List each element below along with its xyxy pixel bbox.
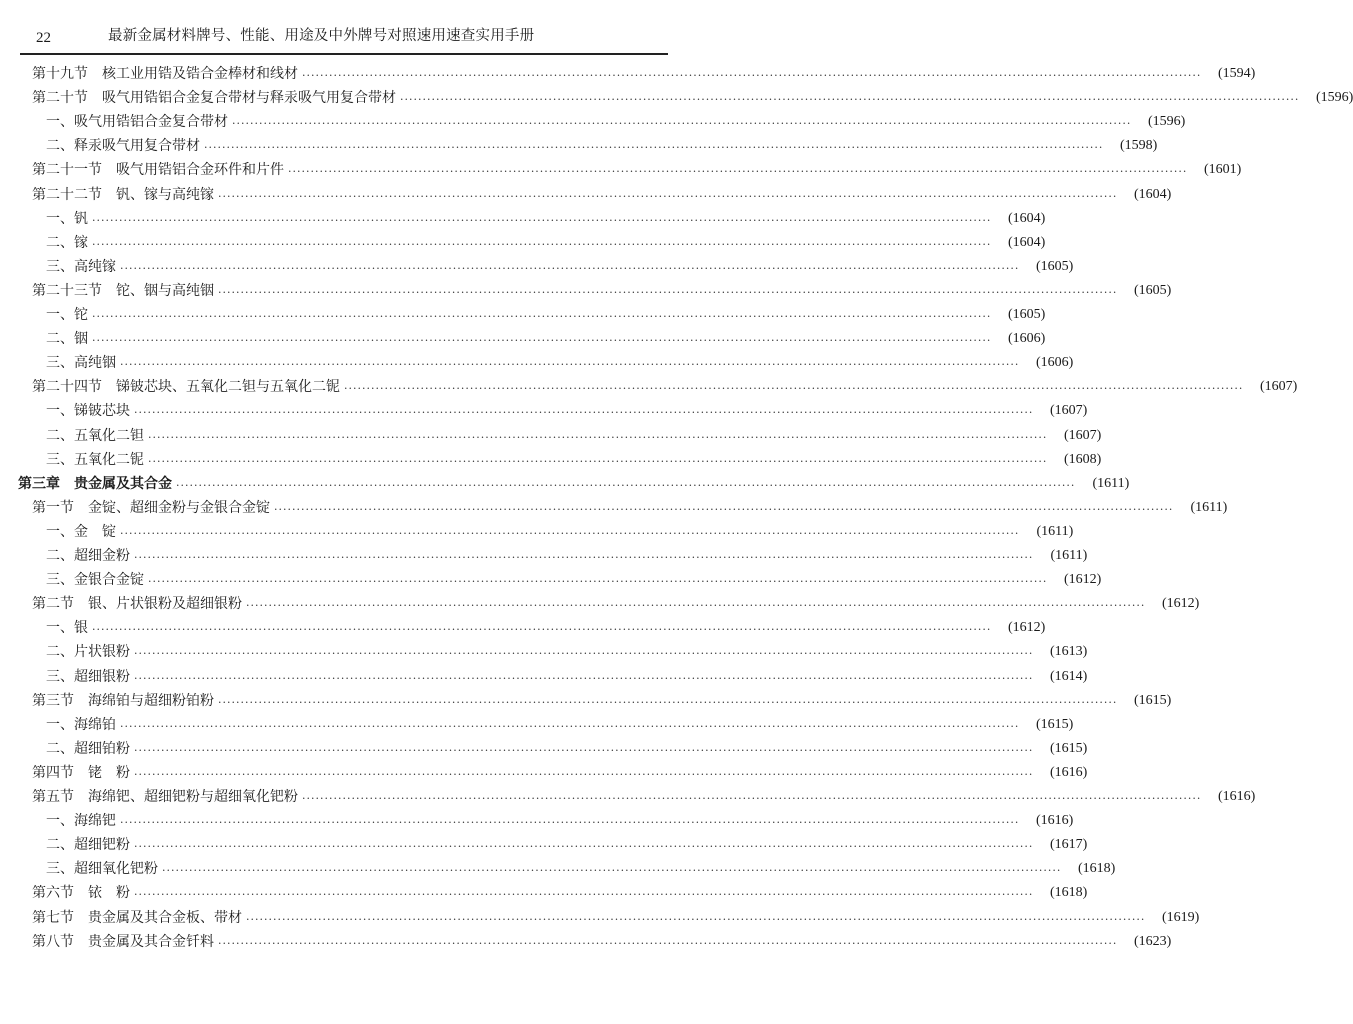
toc-entry-label: 二、超细铂粉 bbox=[46, 740, 130, 757]
toc-section-row bbox=[32, 594, 1200, 614]
dot-leader: ········································································································································································································ bbox=[134, 888, 1034, 902]
dot-leader: ········································································································································································································ bbox=[120, 719, 1020, 733]
toc-item-row bbox=[46, 618, 1046, 638]
page-number: 22 bbox=[36, 30, 51, 46]
toc-entry-label: 第二十节 吸气用锆铝合金复合带材与释汞吸气用复合带材 bbox=[32, 90, 396, 107]
dot-leader: ········································································································································································································ bbox=[400, 93, 1300, 107]
toc-item-row bbox=[46, 546, 1088, 566]
toc-page-number: (1605) bbox=[1008, 307, 1046, 322]
dot-leader: ········································································································································································································ bbox=[148, 454, 1048, 468]
toc-entry-label: 三、金银合金锭 bbox=[46, 572, 144, 589]
toc-entry-label: 第六节 铱 粉 bbox=[32, 885, 130, 902]
toc-section-row bbox=[32, 88, 1353, 108]
toc-section-row bbox=[32, 377, 1298, 397]
toc-entry-label: 第四节 铑 粉 bbox=[32, 764, 130, 781]
toc-page-number: (1604) bbox=[1134, 186, 1172, 202]
toc-page-number: (1618) bbox=[1050, 885, 1088, 901]
dot-leader: ········································································································································································································ bbox=[176, 478, 1076, 492]
dot-leader: ········································································································································································································ bbox=[218, 695, 1118, 709]
toc-entry-label: 一、钒 bbox=[46, 210, 88, 227]
toc-section-row bbox=[32, 691, 1172, 711]
toc-section-row bbox=[32, 64, 1256, 84]
toc-page-number: (1618) bbox=[1078, 861, 1116, 877]
toc-page-number: (1598) bbox=[1120, 138, 1158, 154]
toc-entry-label: 第二十二节 钒、镓与高纯镓 bbox=[32, 186, 214, 203]
toc-entry-label: 二、释汞吸气用复合带材 bbox=[46, 138, 200, 155]
toc-item-row bbox=[46, 233, 1046, 253]
toc-page-number: (1611) bbox=[1036, 523, 1074, 539]
toc-item-row bbox=[46, 570, 1102, 590]
toc-section-row bbox=[32, 908, 1200, 928]
toc-item-row bbox=[46, 835, 1088, 855]
dot-leader: ········································································································································································································ bbox=[92, 237, 992, 251]
toc-item-row bbox=[46, 859, 1116, 879]
toc-section-row bbox=[32, 932, 1172, 952]
toc-page-number: (1617) bbox=[1050, 837, 1088, 853]
toc-entry-label: 二、超细金粉 bbox=[46, 548, 130, 564]
toc-section-row bbox=[32, 160, 1242, 180]
toc-entry-label: 二、铟 bbox=[46, 331, 88, 348]
toc-entry-label: 第三章 贵金属及其合金 bbox=[18, 475, 172, 492]
toc-item-row bbox=[46, 329, 1046, 349]
toc-page-number: (1596) bbox=[1148, 114, 1186, 130]
dot-leader: ········································································································································································································ bbox=[134, 767, 1034, 781]
toc-entry-label: 第二节 银、片状银粉及超细银粉 bbox=[32, 596, 242, 613]
toc-entry-label: 一、银 bbox=[46, 620, 88, 637]
toc-entry-label: 一、铊 bbox=[46, 307, 88, 323]
toc-item-row bbox=[46, 642, 1088, 662]
toc-page-number: (1616) bbox=[1050, 764, 1088, 780]
toc-page-number: (1605) bbox=[1036, 258, 1074, 274]
toc-section-row bbox=[32, 763, 1088, 783]
toc-page-number: (1615) bbox=[1134, 692, 1172, 708]
dot-leader: ········································································································································································································ bbox=[162, 864, 1062, 878]
book-title: 最新金属材料牌号、性能、用途及中外牌号对照速用速查实用手册 bbox=[108, 28, 535, 44]
toc-page-number: (1604) bbox=[1008, 234, 1046, 250]
dot-leader: ········································································································································································································ bbox=[204, 141, 1104, 155]
dot-leader: ········································································································································································································ bbox=[120, 261, 1020, 275]
toc-page-number: (1619) bbox=[1162, 909, 1200, 925]
toc-section-row bbox=[32, 787, 1256, 807]
dot-leader: ········································································································································································································ bbox=[92, 623, 992, 637]
toc-page-number: (1616) bbox=[1218, 789, 1256, 804]
toc-page-number: (1616) bbox=[1036, 813, 1074, 829]
dot-leader: ········································································································································································································ bbox=[92, 310, 992, 323]
toc-entry-label: 一、锑铍芯块 bbox=[46, 403, 130, 420]
toc-page-number: (1606) bbox=[1008, 331, 1046, 347]
toc-page-number: (1612) bbox=[1008, 620, 1046, 636]
dot-leader: ········································································································································································································ bbox=[134, 647, 1034, 661]
toc-page-number: (1594) bbox=[1218, 66, 1256, 81]
toc-entry-label: 一、吸气用锆铝合金复合带材 bbox=[46, 114, 228, 131]
toc-page-number: (1596) bbox=[1316, 90, 1353, 106]
toc-section-row bbox=[32, 281, 1172, 301]
toc-item-row bbox=[46, 739, 1088, 759]
dot-leader: ········································································································································································································ bbox=[218, 189, 1118, 203]
toc-entry-label: 第十九节 核工业用锆及锆合金棒材和线材 bbox=[32, 66, 298, 82]
toc-page-number: (1613) bbox=[1050, 644, 1088, 660]
toc-entry-label: 三、高纯铟 bbox=[46, 355, 116, 372]
toc-page-number: (1611) bbox=[1092, 475, 1130, 491]
toc-page-number: (1607) bbox=[1050, 403, 1088, 419]
toc-item-row bbox=[46, 136, 1158, 156]
toc-entry-label: 第五节 海绵钯、超细钯粉与超细氧化钯粉 bbox=[32, 789, 298, 805]
dot-leader: ········································································································································································································ bbox=[134, 551, 1034, 564]
toc-page-number: (1604) bbox=[1008, 210, 1046, 226]
dot-leader: ········································································································································································································ bbox=[120, 358, 1020, 372]
toc-entry-label: 第二十四节 锑铍芯块、五氧化二钽与五氧化二铌 bbox=[32, 379, 340, 396]
toc-chapter-row bbox=[18, 474, 1130, 494]
toc-section-row bbox=[32, 883, 1088, 903]
toc-entry-label: 第三节 海绵铂与超细粉铂粉 bbox=[32, 692, 214, 709]
dot-leader: ········································································································································································································ bbox=[92, 334, 992, 348]
toc-page-number: (1607) bbox=[1064, 427, 1102, 443]
dot-leader: ········································································································································································································ bbox=[148, 430, 1048, 444]
toc-page-number: (1615) bbox=[1036, 716, 1074, 732]
toc-item-row bbox=[46, 667, 1088, 687]
toc-entry-label: 三、超细氧化钯粉 bbox=[46, 861, 158, 878]
toc-entry-label: 三、五氧化二铌 bbox=[46, 451, 144, 468]
toc-page-number: (1611) bbox=[1050, 548, 1088, 563]
toc-entry-label: 二、五氧化二钽 bbox=[46, 427, 144, 444]
toc-entry-label: 一、海绵铂 bbox=[46, 716, 116, 733]
toc-item-row bbox=[46, 522, 1074, 542]
dot-leader: ········································································································································································································ bbox=[92, 213, 992, 227]
toc-item-row bbox=[46, 305, 1046, 325]
toc-page-number: (1601) bbox=[1204, 162, 1242, 178]
toc-entry-label: 第一节 金锭、超细金粉与金银合金锭 bbox=[32, 499, 270, 516]
dot-leader: ········································································································································································································ bbox=[134, 406, 1034, 420]
page-header bbox=[0, 0, 680, 56]
toc-entry-label: 三、高纯镓 bbox=[46, 258, 116, 275]
toc-item-row bbox=[46, 811, 1074, 831]
dot-leader: ········································································································································································································ bbox=[288, 165, 1188, 179]
dot-leader: ········································································································································································································ bbox=[120, 526, 1020, 540]
dot-leader: ········································································································································································································ bbox=[344, 382, 1244, 396]
toc-item-row bbox=[46, 715, 1074, 735]
toc-entry-label: 二、镓 bbox=[46, 234, 88, 251]
toc-item-row bbox=[46, 257, 1074, 277]
dot-leader: ········································································································································································································ bbox=[232, 117, 1132, 131]
toc-page-number: (1608) bbox=[1064, 451, 1102, 467]
toc-item-row bbox=[46, 450, 1102, 470]
toc-item-row bbox=[46, 426, 1102, 446]
dot-leader: ········································································································································································································ bbox=[302, 69, 1202, 82]
toc-section-row bbox=[32, 498, 1228, 518]
dot-leader: ········································································································································································································ bbox=[218, 285, 1118, 299]
dot-leader: ········································································································································································································ bbox=[246, 599, 1146, 613]
toc-item-row bbox=[46, 112, 1186, 132]
dot-leader: ········································································································································································································ bbox=[134, 671, 1034, 685]
toc-entry-label: 三、超细银粉 bbox=[46, 668, 130, 685]
toc-page-number: (1615) bbox=[1050, 740, 1088, 756]
toc-section-row bbox=[32, 185, 1172, 205]
toc-entry-label: 二、超细钯粉 bbox=[46, 837, 130, 854]
toc-page-number: (1611) bbox=[1190, 499, 1228, 515]
header-rule bbox=[20, 53, 668, 55]
toc-page-number: (1606) bbox=[1036, 355, 1074, 371]
dot-leader: ········································································································································································································ bbox=[246, 912, 1146, 926]
toc-page-number: (1623) bbox=[1134, 933, 1172, 949]
toc-page-number: (1612) bbox=[1064, 572, 1102, 588]
toc-page-number: (1614) bbox=[1050, 668, 1088, 684]
dot-leader: ········································································································································································································ bbox=[274, 502, 1174, 516]
dot-leader: ········································································································································································································ bbox=[148, 575, 1048, 589]
toc-entry-label: 第二十一节 吸气用锆铝合金环件和片件 bbox=[32, 162, 284, 179]
toc-item-row bbox=[46, 353, 1074, 373]
toc-entry-label: 二、片状银粉 bbox=[46, 644, 130, 661]
toc-entry-label: 一、金 锭 bbox=[46, 523, 116, 540]
dot-leader: ········································································································································································································ bbox=[134, 743, 1034, 757]
toc-entry-label: 第七节 贵金属及其合金板、带材 bbox=[32, 909, 242, 926]
toc-entry-label: 第二十三节 铊、铟与高纯铟 bbox=[32, 282, 214, 299]
toc-page-number: (1607) bbox=[1260, 379, 1298, 395]
toc-entry-label: 第八节 贵金属及其合金钎料 bbox=[32, 933, 214, 950]
toc-item-row bbox=[46, 401, 1088, 421]
toc-item-row bbox=[46, 209, 1046, 229]
dot-leader: ········································································································································································································ bbox=[218, 936, 1118, 950]
dot-leader: ········································································································································································································ bbox=[134, 840, 1034, 854]
dot-leader: ········································································································································································································ bbox=[120, 816, 1020, 830]
toc-page-number: (1612) bbox=[1162, 596, 1200, 612]
toc-page-number: (1605) bbox=[1134, 282, 1172, 298]
toc-entry-label: 一、海绵钯 bbox=[46, 813, 116, 830]
dot-leader: ········································································································································································································ bbox=[302, 792, 1202, 805]
